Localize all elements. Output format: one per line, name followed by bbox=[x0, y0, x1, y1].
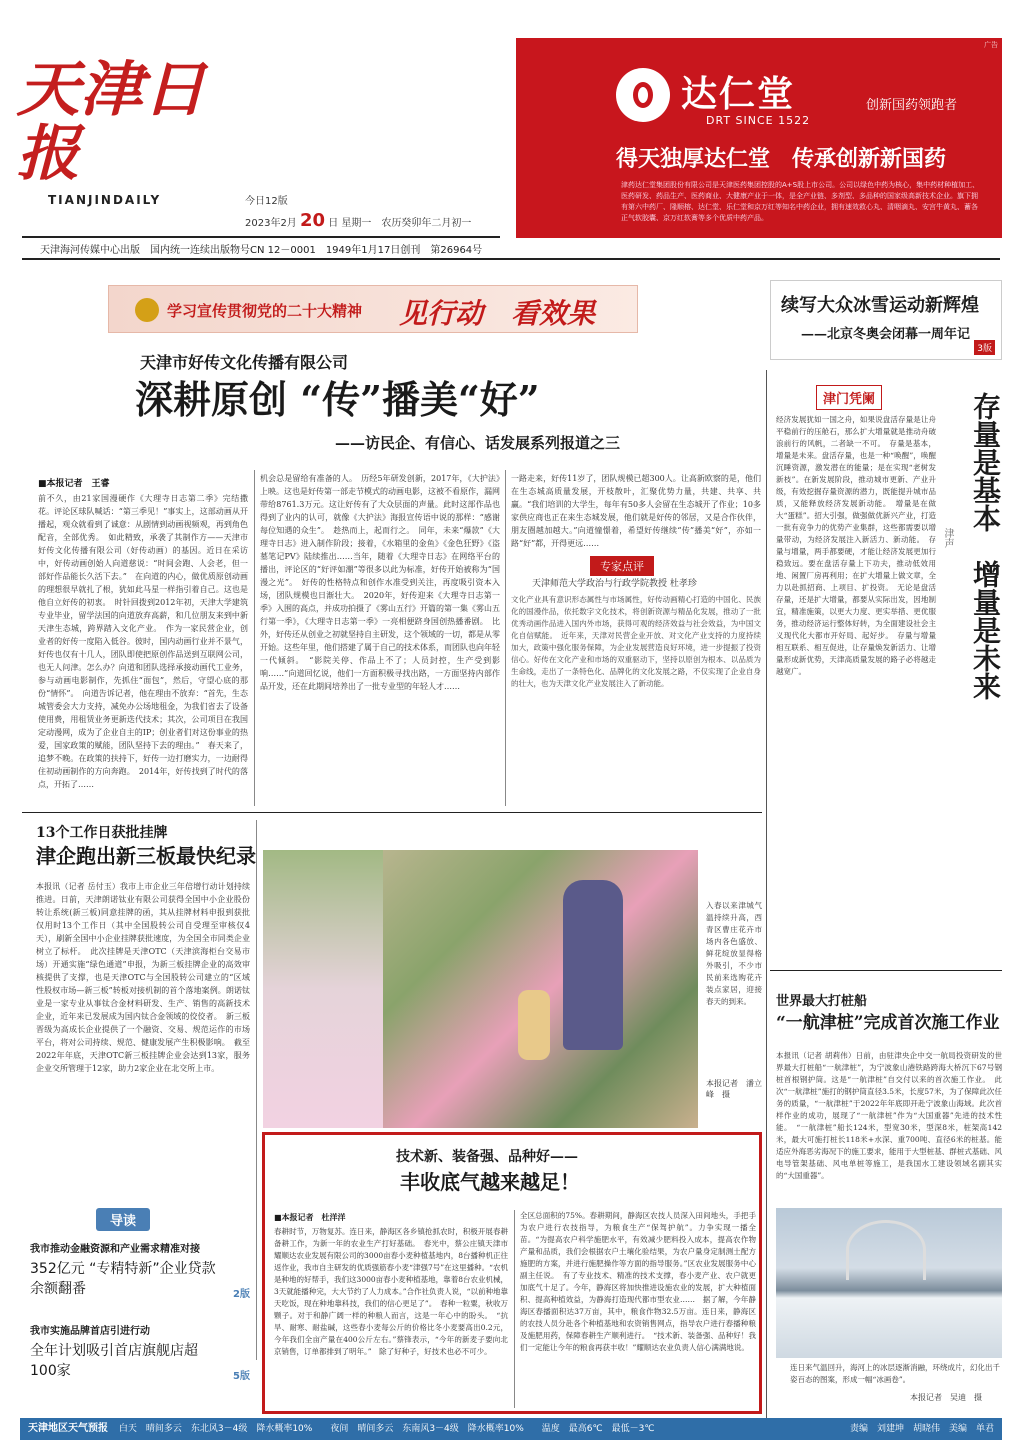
theme-banner bbox=[108, 285, 638, 333]
lead-sub: ——访民企、有信心、话发展系列报道之三 bbox=[335, 434, 621, 452]
guide-item-1-page: 2版 bbox=[233, 1289, 250, 1300]
guide-item-2-page: 5版 bbox=[233, 1371, 250, 1382]
weather-text: 白天 晴间多云 东北风3－4级 降水概率10% 夜间 晴间多云 东南风3－4级 降水概率10% 温度 最高6℃ 最低－3℃ bbox=[118, 1424, 655, 1434]
issue-date bbox=[245, 210, 471, 231]
ad-logo-icon bbox=[616, 68, 670, 122]
pile-kicker: 世界最大打桩船 bbox=[776, 994, 868, 1009]
ad-tagline: 得天独厚达仁堂 传承创新新国药 bbox=[616, 146, 947, 172]
ad-slogan-top: 创新国药领跑者 bbox=[866, 98, 958, 113]
guide-item-1-kicker: 我市推动金融资源和产业需求精准对接 bbox=[30, 1244, 200, 1255]
winter-page: 3版 bbox=[974, 340, 995, 355]
pile-text: 本报讯（记者 胡莉伟）日前，由驻津央企中交一航局投资研发的世界最大打桩船“一航津桩”，为宁波象山港铁路跨海大桥沉下67号钢桩首根钢护筒。这是“一航津桩”自交付以来的首次施工作业。 此次“一航津桩”施打的钢护筒直径3.5米，长度57米，为了保障此次任务的质量，“一航津桩”于2022年年底即开赴宁波象山海域。此次首样作业的成功，展现了“一航津桩”作为“大国重器”先进的技术性能。 “一航津桩”船长124米，型宽30米，型深8米，桩架高142米，最大可施打桩长118米+水深、重700吨、直径6米的桩基。能适应外海恶劣海况下的施工要求，能用于大型桩基、群桩式基础、风电导管架基础、风电单桩等施工，是我国水工建设领域名副其实的“大国重器”。 bbox=[776, 1051, 1002, 1180]
ad-since: DRT SINCE 1522 bbox=[706, 114, 811, 127]
weather-label: 天津地区天气预报 bbox=[28, 1423, 108, 1434]
weather-editors: 责编 刘建坤 胡晓伟 美编 单君 bbox=[849, 1424, 994, 1434]
edition: 今日12版 bbox=[245, 196, 288, 207]
publisher-line: 天津海河传媒中心出版 国内统一连续出版物号CN 12－0001 1949年1月17日创刊 第26964号 bbox=[40, 245, 483, 256]
short-text: 本报讯（记者 岳付玉）我市上市企业三年倍增行动计划持续推进。日前，天津朗诺钛业有限公司获得全国中小企业股份转让系统(新三板)同意挂牌的函，其从挂牌材料申报到获批仅用时13个工作日（其中全国股转公司自受理至审核仅4天），刷新全国中小企业挂牌获批速度，为全国全市同类企业树立了标杆。 此次挂牌是天津OTC（天津滨海柜台交易市场）开通实施“绿色通道”申报，为新三板挂牌企业的高效审核提供了支撑，也是天津OTC与全国股转公司建立的“区域性股权市场—新三板”转板对接机制的首个落地案例。朗诺钛业是一家专业从事钛合金材料研发、生产、销售的高新技术企业，近年来已发展成为国内钛合金领域的佼佼者。 新三板晋级为高成长企业提供了一个融资、交易、规范运作的市场平台，将对公司持续、规范、健康发展产生积极影响。 截至2022年年底，天津OTC新三板挂牌企业会达到13家，服务企业交所管理于12家，助力2家企业在北交所上市。 bbox=[36, 882, 250, 1073]
lead-byline: ■本报记者 王睿 bbox=[38, 479, 110, 489]
photo-credit: 本报记者 潘立峰 摄 bbox=[706, 1079, 762, 1099]
winter-title: 续写大众冰雪运动新辉煌 bbox=[781, 295, 979, 316]
flower-photo bbox=[263, 850, 698, 1128]
masthead-title: 天津日报 bbox=[16, 55, 206, 189]
ad-desc: 津药达仁堂集团股份有限公司是天津医药集团控股的A+S股上市公司。公司以绿色中药为核心，集中药材种植加工、医药研发、药品生产、医药商业、大健康产业于一体，是全产业链、多剂型、多品种的国家级高新技术企业。旗下拥有第六中药厂、隆顺榕、达仁堂、乐仁堂和京万红等知名中药企业，拥有速效救心丸、清咽滴丸、安宫牛黄丸、蓄各正气软胶囊、京万红软膏等多个优质中药产品。 bbox=[621, 181, 980, 222]
feature-headline: 丰收底气越来越足！ bbox=[400, 1170, 580, 1194]
banner-right-text: 见行动 看效果 bbox=[399, 297, 596, 330]
banner-left-text: 学习宣传贯彻党的二十大精神 bbox=[167, 302, 363, 320]
lead-col3: 一路走来，好传11岁了，团队规模已超300人。让高新欧察的是，他们在生态城高质量发展，开枝散叶，汇聚优势力量，共建、共享、共赢。“我们培训的大学生，每年有50多人会留在生态城开了作业；10多家供应商也正在来生态城发展，他们就是好传的邻居，又是合作伙伴，朋友圈越加越大。”向道憧憬着，希望好传继续“传”播美“好”，亦如一路“好”都，开得更远…… bbox=[511, 474, 761, 548]
photo-caption: 入春以来津城气温持续升高，西青区曹庄花卉市场内各色盛放、鲜花绽放显得格外吸引，不少市民前来选购花卉装点家居，迎接春天的到来。 bbox=[706, 901, 762, 1006]
lead-headline: 深耕原创 “传”播美“好” bbox=[135, 377, 540, 422]
expert-text: 文化产业具有意识形态属性与市场属性，好传动画精心打造的中国化、民族化的国漫作品，依托数字文化技术，将创新资源与精品化发展，推动了一批优秀动画作品进入国内外市场，获得可观的经济效益与社会效益，为中国文化自信赋能。 近年来，天津对民营企业开放、对文化产业支持的力度持续加大，政策中强化服务保障，为企业发展营造良好环境，进一步提振了投资信心。好传在文化产业和市场的双重驱动下，坚持以原创为根本、以品质为生命线，走出了一条特色化、品牌化的文化发展之路，不仅实现了企业自身的壮大，也为天津文化产业发展注入了新动能。 bbox=[511, 595, 761, 688]
feature-byline: ■本报记者 杜洋洋 bbox=[274, 1213, 346, 1222]
column-tag: 津门凭阑 bbox=[816, 385, 882, 410]
expert-name: 天津师范大学政治与行政学院教授 杜孝珍 bbox=[532, 579, 697, 589]
date-suffix: 日 星期一 农历癸卯年二月初一 bbox=[328, 218, 472, 229]
feature-col2: 全区总面积的75%。春耕期间，静海区农技人员深入田间地头，手把手为农户进行农技指导，为粮食生产“保驾护航”。力争实现一播全苗。“为提高农户科学施肥水平，有效减少肥料投入成本，提高农作物产量和品质，我们会根据农户土壤化验结果，为农户量身定制测土配方施肥的方案，并进行施肥操作等方面的指导服务。”区农业发展服务中心副主任说。 有了专业技术、精准的技术支撑，春小麦产业、农户就更加底气十足了。今年，静海区将加快推进设施农业的发展，扩大种植面积、提高种植效益，为静海打造现代都市型农业…… 据了解，今年静海区春播面积达37万亩，其中，粮食作物32.5万亩。连日来，静海区的农技人员分赴各个种植基地和农资销售网点，指导农户进行春播种粮及施肥用药，保障春耕生产顺利进行。 “技术新、装备强、品种好！我们一定能让今年的粮食再获丰收！”耀顺达农业负责人信心满满地说。 bbox=[520, 1211, 756, 1352]
winter-teaser[interactable] bbox=[770, 280, 1002, 360]
date-prefix: 2023年2月 bbox=[245, 218, 297, 229]
guide-label: 导读 bbox=[96, 1208, 150, 1231]
weather-bar bbox=[20, 1418, 1002, 1440]
ad-brand: 达仁堂 bbox=[681, 73, 796, 115]
winter-sub: ——北京冬奥会闭幕一周年记 bbox=[801, 327, 971, 342]
column-title: 存量是基本 增量是未来 bbox=[969, 392, 1002, 700]
expert-tag: 专家点评 bbox=[590, 556, 654, 576]
guide-item-2[interactable] bbox=[30, 1322, 250, 1388]
guide-item-1-title: 352亿元 “专精特新”企业贷款余额翻番 bbox=[30, 1261, 216, 1297]
short-headline: 津企跑出新三板最快纪录 bbox=[36, 844, 256, 868]
feature-kicker: 技术新、装备强、品种好—— bbox=[396, 1149, 578, 1165]
lead-kicker: 天津市好传文化传播有限公司 bbox=[140, 353, 349, 372]
column-text: 经济发展犹如一国之舟，如果说盘活存量是让舟平稳前行的压舱石，那么扩大增量就是推动舟破浪前行的风帆，二者缺一不可。 存量是基本，增量是未来。盘活存量，也是一种“唤醒”，唤醒沉睡资源，激发潜在的能量；是在实现“老树发新枝”。在新发展阶段，推动城市更新、产业升级，有效挖掘存量资源的潜力，既能提升城市品质，又能释放经济发展新动能。 增量是在做大“蛋糕”。招大引强，做强做优新兴产业，打造一批有竞争力的优势产业集群，这些都需要以增量带动，为经济发展注入新活力、新动能。 存量与增量，两手都要硬，才能让经济发展更加行稳致远。要在盘活存量上下功夫，推动低效用地、闲置厂房再利用；在扩大增量上做文章，全力以赴抓招商、上项目、扩投资。 无论是盘活存量，还是扩大增量，都要从实际出发，因地制宜，精准施策，以更大力度、更实举措、更优服务，推动经济运行整体好转，为全面建设社会主义现代化大都市开好局、起好步。 存量与增量相互联系、相互促进，让存量焕发新活力、让增量形成新优势，天津高质量发展的路子必将越走越宽广。 bbox=[776, 415, 936, 676]
column-author: 津声 bbox=[942, 528, 953, 548]
photo2-credit: 本报记者 吴迪 摄 bbox=[910, 1393, 982, 1402]
masthead-pinyin: TIANJINDAILY bbox=[48, 193, 162, 207]
lead-col2: 机会总是留给有准备的人。 历经5年研发创新，2017年，《大护法》上映。这也是好传第一部走节模式的动画电影，这被不看原作，漏网带给8761.3万元。这让好传有了大众层面的声量。此时这部作品也得到了业内的认可，就像《大护法》海报宣传语中说的那样：“感谢每位知遇的众生”。 趁热而上，起而行之。 同年，未来“爆款”《大理寺日志》进入制作阶段；接着，《水箱里的金鱼》《金色狂野》《盗墓笔记PV》陆续推出……当年，随着《大理寺日志》在网络平台的播出，评论区的“好评如潮”等很多以此为标准，好传开始被称为“国漫之光”。 好传的性格特点和创作水准受到关注，再度吸引资本入场，团队规模也日渐壮大。 2020年，好传迎来《大理寺日志第一季》入围的高点，并成功拍摄了《雾山五行》开篇的第一集《雾山五行第一季》，《大理寺日志第一季》一亮相便跻身国创热播番剧。 比外，好传还从创业之初就坚持自主研发，这个领域的一切，都是从零开始。这些年里，他们搭建了属于自己的技术体系，而团队也向年轻一代倾斜。 “影院关停、作品上不了；人员封控，生产受到影响……”向道回忆说，他们一方面积极寻找出路，一方面坚持内部作品开发，还在此期间培养出了一批专业型的年轻人才…… bbox=[260, 474, 500, 691]
short-kicker: 13个工作日获批挂牌 bbox=[36, 825, 168, 841]
guide-item-1[interactable] bbox=[30, 1240, 250, 1306]
ad-block bbox=[516, 38, 1002, 238]
photo2-caption: 连日来气温回升，海河上的冰层逐渐消融，环绕成片，幻化出千姿百态的图案，形成一幅“冰画卷”。 bbox=[790, 1363, 1000, 1384]
pile-headline: “一航津桩”完成首次施工作业 bbox=[776, 1013, 1000, 1033]
bridge-photo bbox=[776, 1208, 1002, 1358]
feature-col1: 春耕时节，万物复苏。连日来，静海区各乡镇抢抓农时，积极开展春耕备耕工作，为新一年的农业生产打好基础。 春光中，蔡公庄镇天津市耀顺达农业发展有限公司的3000亩春小麦种植基地内，8台播种机正往返作业，我市自主研发的优质强筋春小麦“津强7号”在这里播种。“农机是种地的好帮手，我们这3000亩春小麦种植基地，靠着8台农业机械，3天就能播种完，大大节约了人力成本。”合作社负责人说，“以前种地靠天吃饭，现在种地靠科技，我们的信心更足了”。 春种一粒粟，秋收万颗子。对于和静广阔一样的种粮人而言，这是一年心中的盼头。 “抗旱、耐寒、耐盐碱，这些春小麦每公斤的价格比冬小麦要高出0.2元，今年我们全亩产量在400公斤左右。”蔡锋表示，“今年的新麦子要向北京销售，订单都排到了明年。” 除了好种子，好技术也必不可少。 bbox=[274, 1227, 508, 1356]
lead-col1: 前不久，由21家国漫硬作《大理寺日志第二季》完结撒花。评论区球队喊话：“第三季见！”事实上，这部动画从开播起，观众就看到了诚意：从剧情到动画视频观，再到角色配音，全部优秀。 如此精致，承袭了其制作方——天津市好传文化传播有限公司（好传动画）的基因。近日在采访中，好传动画创始人向道慈说：“时间会跑、人会老，但一部好作品能长久活下去。” 在向道的内心，做优质原创动画的理想很早就扎了根，犹如此马星一样指引着自己。这也是他自立好传的初衷。 时针回拨到2012年初，天津大学建筑专业毕业，留学法国的向道放弃高薪，和几位朋友来到中新天津生态城，跨界踏入文化产业。 作为一家民营企业，创业者的好传一度陷入低谷。彼时，国内动画行业并不景气，好传也仅有十几人，团队即使把原创作品送到互联网公司，也无人问津。怎么办？向道和团队选择承接动画代工业务，参与动画电影制作，先抓住“面包”，然后，守望心底的那份“情怀”。 向道告诉记者，他在理由不放弃：“首先，生态城管委会大力支持，减免办公场地租金，为我们省去了设备使用费，用租赁业务更新迭代技术；其次，公司项目在我国定动漫网，成为了企业自主的IP；创业者们对这份事业的热爱，国家政策的赋能，团队坚持下去的理由。” 春天来了，追梦不晚。在政策的扶持下，好传一边打磨实力，一边耐得住初动画制作的方向奔跑。 2014年，好传找到了时代的落点，开拓了…… bbox=[38, 494, 248, 789]
party-emblem-icon bbox=[135, 298, 159, 322]
ad-corner-label: 广告 bbox=[984, 41, 998, 49]
guide-item-2-kicker: 我市实施品牌首店引进行动 bbox=[30, 1326, 150, 1337]
date-day: 20 bbox=[300, 210, 326, 231]
guide-item-2-title: 全年计划吸引首店旗舰店超 100家 bbox=[30, 1343, 198, 1379]
